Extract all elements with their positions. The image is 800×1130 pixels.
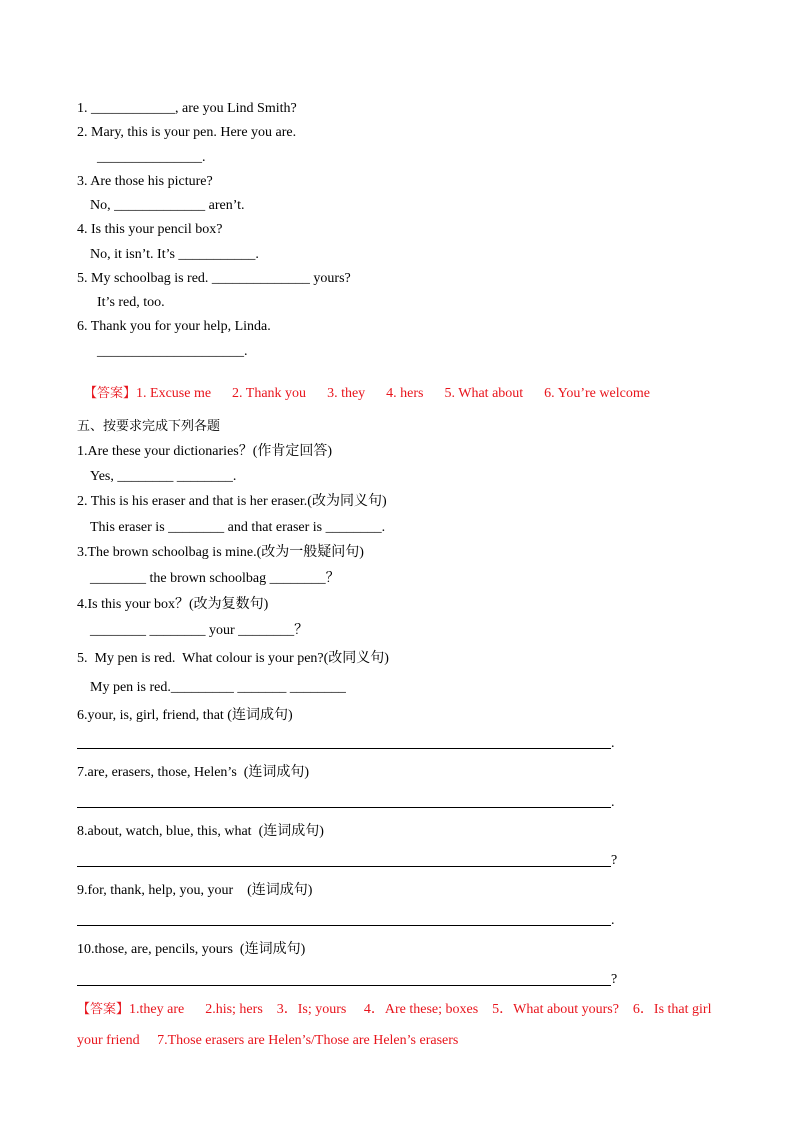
p5-question-3: 3.The brown schoolbag is mine.(改为一般疑问句): [77, 545, 364, 560]
part4-answer-key: [77, 370, 650, 402]
answer-line-6: [77, 748, 611, 749]
answer-line-8-end: ?: [611, 853, 618, 868]
answer-tag: 【答案】: [77, 1002, 130, 1017]
question-6: 6. Thank you for your help, Linda.: [77, 319, 271, 334]
answer-tag: 【答案】: [84, 386, 137, 401]
p5-question-8: 8.about, watch, blue, this, what (连词成句): [77, 824, 324, 839]
p5-question-9: 9.for, thank, help, you, your (连词成句): [77, 883, 313, 898]
answer-line-9: [77, 925, 611, 926]
question-6-blank: _____________________.: [97, 344, 248, 359]
p5-question-10: 10.those, are, pencils, yours (连词成句): [77, 942, 306, 957]
answer-line-10: [77, 985, 611, 986]
answer-line-8: [77, 866, 611, 867]
p5-question-1: 1.Are these your dictionaries？(作肯定回答): [77, 444, 333, 459]
answer-line-6-end: .: [611, 736, 615, 751]
question-5-reply: It’s red, too.: [97, 295, 165, 310]
answer-2: 2. Thank you: [232, 386, 307, 401]
p5-question-1-reply: Yes, ________ ________.: [90, 469, 237, 484]
answer-3: 3. they: [327, 386, 366, 401]
question-4-reply: No, it isn’t. It’s ___________.: [90, 247, 259, 262]
question-3-reply: No, _____________ aren’t.: [90, 198, 245, 213]
p5-question-6: 6.your, is, girl, friend, that (连词成句): [77, 708, 293, 723]
answer-line-10-end: ?: [611, 972, 618, 987]
p5-question-5: 5. My pen is red. What colour is your pen?(改同义句): [77, 651, 389, 666]
p5-question-5-reply: My pen is red._________ _______ ________: [90, 680, 346, 695]
question-2: 2. Mary, this is your pen. Here you are.: [77, 125, 297, 140]
question-1: 1. ____________, are you Lind Smith?: [77, 101, 297, 116]
question-4: 4. Is this your pencil box?: [77, 222, 223, 237]
p5-question-3-reply: ________ the brown schoolbag ________？: [90, 571, 340, 586]
answer-1: 1. Excuse me: [136, 386, 212, 401]
answer-4: 4. hers: [386, 386, 424, 401]
p5-question-4-reply: ________ ________ your ________？: [90, 623, 309, 638]
part5-answer-key-line2: your friend 7.Those erasers are Helen’s/Those are Helen’s erasers: [77, 1033, 459, 1048]
p5-question-2: 2. This is his eraser and that is her eraser.(改为同义句): [77, 494, 387, 509]
answer-5: 5. What about: [444, 386, 524, 401]
question-5: 5. My schoolbag is red. ______________ yours?: [77, 271, 351, 286]
p5-question-2-reply: This eraser is ________ and that eraser is ________.: [90, 520, 386, 535]
p5-question-7: 7.are, erasers, those, Helen’s (连词成句): [77, 765, 310, 780]
section-heading: 五、按要求完成下列各题: [77, 419, 221, 434]
part5-answer-key-line1: [77, 1002, 711, 1018]
answer-line-1: 1.they are 2.his; hers 3．Is; yours 4．Are these; boxes 5．What about yours? 6．Is that girl: [129, 1002, 712, 1017]
question-2-blank: _______________.: [97, 150, 206, 165]
answer-6: 6. You’re welcome: [544, 386, 650, 401]
question-3: 3. Are those his picture?: [77, 174, 213, 189]
answer-line-9-end: .: [611, 913, 615, 928]
answer-line-7-end: .: [611, 795, 615, 810]
p5-question-4: 4.Is this your box？(改为复数句): [77, 597, 269, 612]
answer-line-7: [77, 807, 611, 808]
